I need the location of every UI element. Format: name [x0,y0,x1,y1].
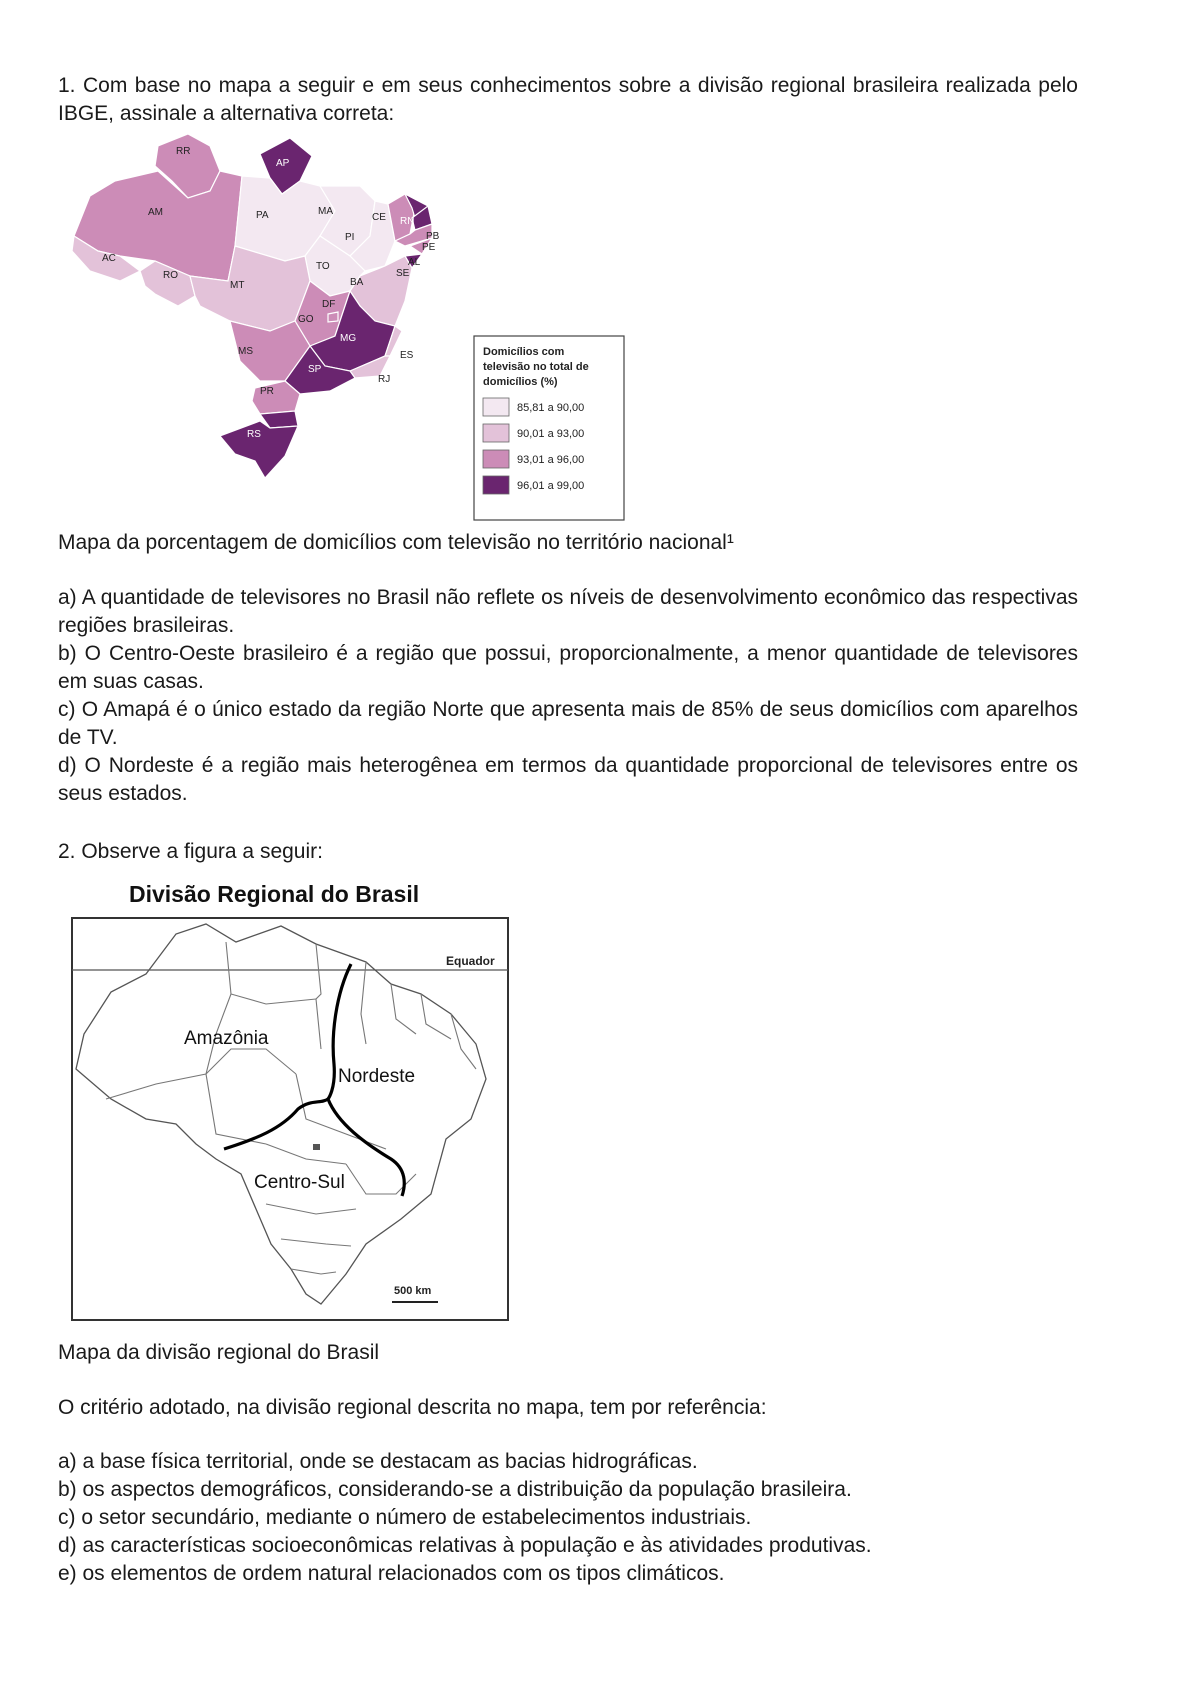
map-2-title: Divisão Regional do Brasil [129,881,420,907]
q1-option-d[interactable]: d) O Nordeste é a região mais heterogênea em termos da quantidade proporcional de televisores entre os seus estados. [58,754,1078,805]
question-2-options [58,1448,1078,1588]
state-DF [328,312,338,322]
q1-option-a[interactable]: a) A quantidade de televisores no Brasil não reflete os níveis de desenvolvimento econômico das respectivas regiões brasileiras. [58,586,1078,637]
equator-label: Equador [446,954,495,968]
region-label-amazonia: Amazônia [184,1028,269,1049]
label-GO: GO [298,314,314,325]
legend-label-1: 85,81 a 90,00 [517,402,585,414]
df-marker [313,1144,320,1150]
label-PI: PI [345,232,355,243]
label-ES: ES [400,350,414,361]
label-DF: DF [322,299,336,310]
label-PR: PR [260,386,274,397]
legend-title-1: Domicílios com [483,346,565,358]
tv-households-map [60,126,630,522]
question-2-text: O critério adotado, na divisão regional descrita no mapa, tem por referência: [58,1396,767,1419]
map-1-caption: Mapa da porcentagem de domicílios com televisão no território nacional¹ [58,531,734,554]
label-SE: SE [396,268,410,279]
q2-option-e[interactable]: e) os elementos de ordem natural relacionados com os tipos climáticos. [58,1562,725,1585]
legend-swatch-1 [483,398,509,416]
question-1-prompt: 1. Com base no mapa a seguir e em seus conhecimentos sobre a divisão regional brasileira realizada pelo IBGE, assinale a alternativa correta: [58,74,1078,125]
question-2-prompt: 2. Observe a figura a seguir: [58,840,323,863]
question-1-options [58,584,1078,808]
label-CE: CE [372,212,386,223]
label-RO: RO [163,270,178,281]
legend-title-2: televisão no total de [483,361,589,373]
q2-option-a[interactable]: a) a base física territorial, onde se destacam as bacias hidrográficas. [58,1450,698,1473]
legend-swatch-4 [483,476,509,494]
label-MA: MA [318,206,333,217]
region-label-nordeste: Nordeste [338,1066,416,1087]
label-SC: SC [298,406,312,417]
label-TO: TO [316,261,330,272]
legend-label-3: 93,01 a 96,00 [517,454,585,466]
q1-option-b[interactable]: b) O Centro-Oeste brasileiro é a região que possui, proporcionalmente, a menor quantidade de televisores em suas casas. [58,642,1078,693]
q2-option-b[interactable]: b) os aspectos demográficos, considerando-se a distribuição da população brasileira. [58,1478,852,1501]
label-BA: BA [350,277,364,288]
label-AM: AM [148,207,163,218]
label-PB: PB [426,231,440,242]
map-legend [474,336,624,520]
label-SP: SP [308,364,322,375]
label-PA: PA [256,210,269,221]
label-MT: MT [230,280,245,291]
q1-option-c[interactable]: c) O Amapá é o único estado da região Norte que apresenta mais de 85% de seus domicílios com aparelhos de TV. [58,698,1078,749]
label-RS: RS [247,429,261,440]
scale-label: 500 km [394,1285,432,1297]
q2-option-c[interactable]: c) o setor secundário, mediante o número de estabelecimentos industriais. [58,1506,752,1529]
label-RJ: RJ [378,374,391,385]
region-label-centro-sul: Centro-Sul [254,1172,345,1193]
regional-division-map [66,874,512,1326]
label-AC: AC [102,253,116,264]
legend-swatch-3 [483,450,509,468]
label-PE: PE [422,242,436,253]
label-RR: RR [176,146,191,157]
label-RN: RN [400,216,415,227]
map-2-caption: Mapa da divisão regional do Brasil [58,1341,380,1364]
q2-option-d[interactable]: d) as características socioeconômicas relativas à população e às atividades produtivas. [58,1534,872,1557]
label-AP: AP [276,158,290,169]
legend-label-2: 90,01 a 93,00 [517,428,585,440]
legend-title-3: domicílios (%) [483,376,558,388]
label-MS: MS [238,346,253,357]
label-AL: AL [408,257,421,268]
legend-label-4: 96,01 a 99,00 [517,480,585,492]
legend-swatch-2 [483,424,509,442]
label-MG: MG [340,333,357,344]
